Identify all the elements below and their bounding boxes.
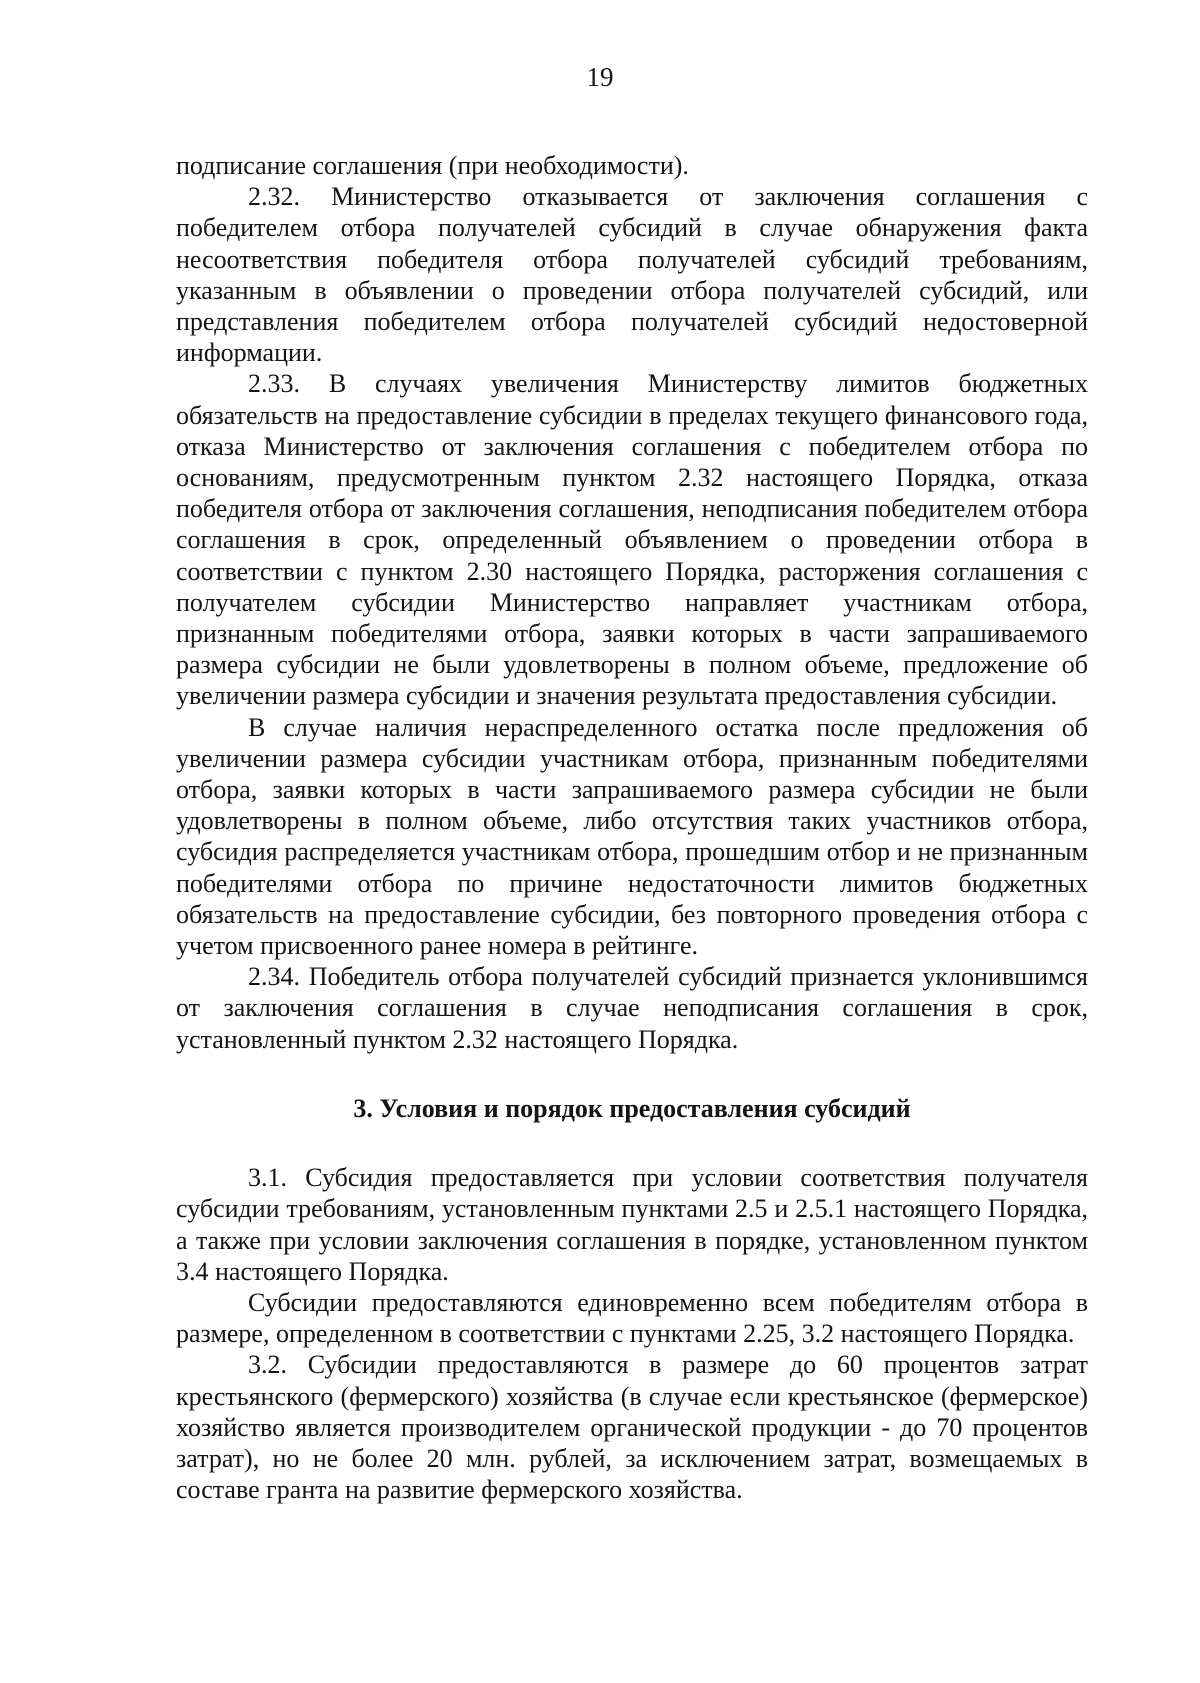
- paragraph-3-1: 3.1. Субсидия предоставляется при условии соответствия получателя субсидии требованиям, установленным пунктами 2.5 и 2.5.1 настоящего Порядка, а также при условии заключения соглашения в порядке, установленном пунктом 3.4 настоящего Порядка.: [176, 1163, 1088, 1286]
- paragraph-2-32: 2.32. Министерство отказывается от заключения соглашения с победителем отбора получателей субсидий в случае обнаружения факта несоответствия победителя отбора получателей субсидий требованиям, указанным в объявлении о проведении отбора получателей субсидий, или представления победителем отбора получателей субсидий недостоверной информации.: [176, 182, 1088, 368]
- paragraph-2-33: 2.33. В случаях увеличения Министерству лимитов бюджетных обязательств на предоставление субсидии в пределах текущего финансового года, отказа Министерство от заключения соглашения с победителем отбора по основаниям, предусмотренным пунктом 2.32 настоящего Порядка, отказа победителя отбора от заключения соглашения, неподписания победителем отбора соглашения в срок, определенный объявлением о проведении отбора в соответствии с пунктом 2.30 настоящего Порядка, расторжения соглашения с получателем субсидии Министерство направляет участникам отбора, признанным победителями отбора, заявки которых в части запрашиваемого размера субсидии не были удовлетворены в полном объеме, предложение об увеличении размера субсидии и значения результата предоставления субсидии.: [176, 369, 1088, 711]
- paragraph-3-2: 3.2. Субсидии предоставляются в размере до 60 процентов затрат крестьянского (фермерского) хозяйства (в случае если крестьянское (фермерское) хозяйство является производителем органической продукции - до 70 процентов затрат), но не более 20 млн. рублей, за исключением затрат, возмещаемых в составе гранта на развитие фермерского хозяйства.: [176, 1350, 1088, 1505]
- paragraph-2-34: 2.34. Победитель отбора получателей субсидий признается уклонившимся от заключения соглашения в случае неподписания соглашения в срок, установленный пунктом 2.32 настоящего Порядка.: [176, 962, 1088, 1054]
- document-body: [176, 150, 1088, 1505]
- section-heading: 3. Условия и порядок предоставления субсидий: [353, 1093, 911, 1123]
- paragraph-continuation: подписание соглашения (при необходимости).: [176, 151, 689, 180]
- paragraph-3-1-lump-sum: Субсидии предоставляются единовременно всем победителям отбора в размере, определенном в соответствии с пунктами 2.25, 3.2 настоящего Порядка.: [176, 1287, 1088, 1349]
- page-number: 19: [586, 62, 614, 92]
- paragraph-2-33-remainder: В случае наличия нераспределенного остатка после предложения об увеличении размера субсидии участникам отбора, признанным победителями отбора, заявки которых в части запрашиваемого размера субсидии не были удовлетворены в полном объеме, либо отсутствия таких участников отбора, субсидия распределяется участникам отбора, прошедшим отбор и не признанным победителями отбора по причине недостаточности лимитов бюджетных обязательств на предоставление субсидии, без повторного проведения отбора с учетом присвоенного ранее номера в рейтинге.: [176, 712, 1088, 961]
